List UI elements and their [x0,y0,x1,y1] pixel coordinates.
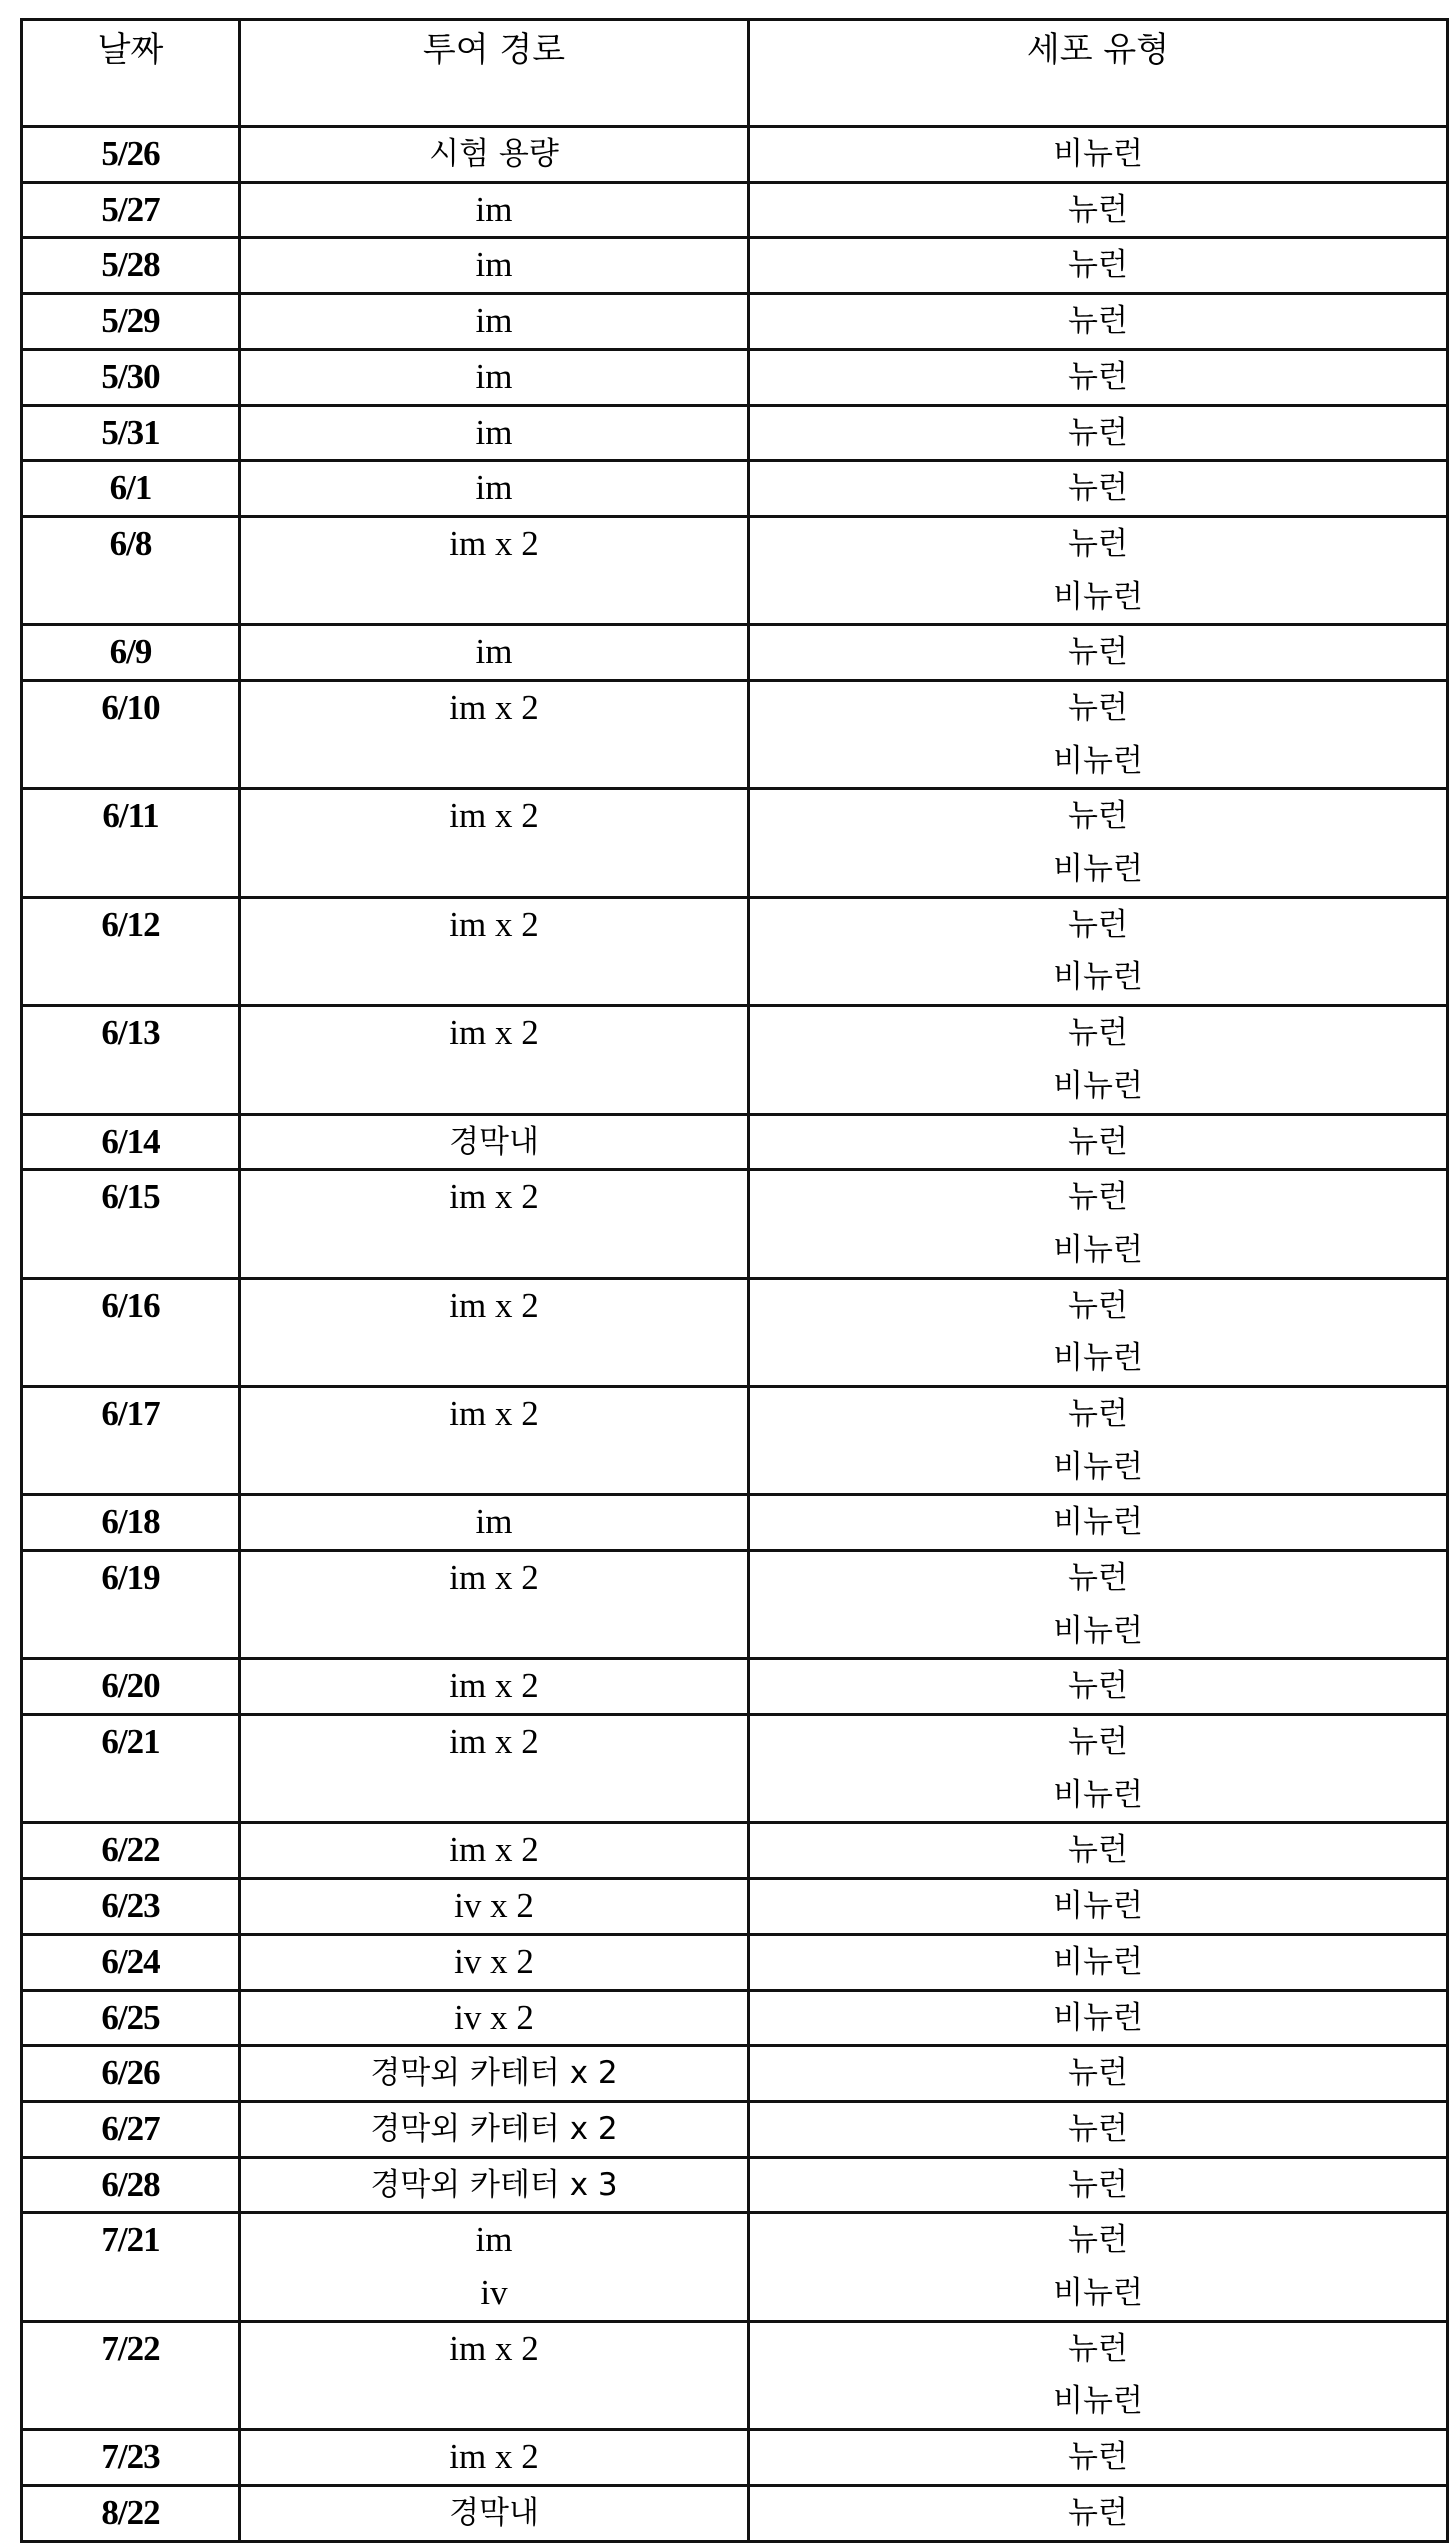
table-row [22,1879,1448,1935]
date-cell: 6/14 [22,1114,240,1170]
table-row [22,1715,1448,1823]
route-cell [240,2213,749,2321]
route-value: im x 2 [241,1660,747,1713]
cell-type-value: 뉴런 [750,2214,1446,2267]
cell-type-cell [749,2485,1448,2541]
route-value: iv [241,2267,747,2320]
cell-type-cell [749,2321,1448,2429]
route-value: im x 2 [241,2323,747,2376]
table-row [22,1495,1448,1551]
cell-type-cell [749,516,1448,624]
route-cell [240,2430,749,2486]
cell-type-value: 비뉴런 [750,1060,1446,1113]
header-date: 날짜 [22,20,240,127]
date-cell: 6/8 [22,516,240,624]
cell-type-cell [749,349,1448,405]
date-cell: 6/21 [22,1715,240,1823]
date-cell: 6/16 [22,1278,240,1386]
date-cell: 6/9 [22,625,240,681]
route-cell [240,516,749,624]
cell-type-value: 비뉴런 [750,1441,1446,1494]
route-value: im [241,1496,747,1549]
date-cell: 7/23 [22,2430,240,2486]
route-value: im [241,2214,747,2267]
table-row [22,897,1448,1005]
table-row [22,625,1448,681]
date-cell: 6/15 [22,1170,240,1278]
table-row [22,182,1448,238]
date-cell: 6/26 [22,2046,240,2102]
table-row [22,1114,1448,1170]
header-cell-type: 세포 유형 [749,20,1448,127]
route-cell [240,349,749,405]
date-cell: 6/11 [22,789,240,897]
cell-type-cell [749,2102,1448,2158]
cell-type-cell [749,1934,1448,1990]
route-cell [240,1006,749,1114]
cell-type-value: 뉴런 [750,1007,1446,1060]
cell-type-value: 뉴런 [750,2103,1446,2156]
cell-type-value: 뉴런 [750,1388,1446,1441]
date-cell: 6/27 [22,2102,240,2158]
route-cell [240,1551,749,1659]
cell-type-value: 비뉴런 [750,2267,1446,2320]
table-row [22,2157,1448,2213]
date-cell: 5/30 [22,349,240,405]
cell-type-cell [749,127,1448,183]
date-cell: 6/28 [22,2157,240,2213]
date-cell: 6/1 [22,461,240,517]
date-cell: 6/19 [22,1551,240,1659]
cell-type-value: 뉴런 [750,351,1446,404]
route-value: im x 2 [241,2431,747,2484]
route-value: 경막외 카테터 x 2 [241,2103,747,2156]
cell-type-cell [749,1715,1448,1823]
cell-type-cell [749,1170,1448,1278]
cell-type-cell [749,625,1448,681]
route-value: im [241,184,747,237]
table-row [22,681,1448,789]
route-cell [240,789,749,897]
date-cell: 6/18 [22,1495,240,1551]
route-cell [240,294,749,350]
date-cell: 6/12 [22,897,240,1005]
table-row [22,461,1448,517]
cell-type-cell [749,1386,1448,1494]
cell-type-value: 뉴런 [750,626,1446,679]
cell-type-cell [749,1879,1448,1935]
cell-type-cell [749,238,1448,294]
route-cell [240,127,749,183]
table-row [22,2213,1448,2321]
route-cell [240,238,749,294]
route-cell [240,1823,749,1879]
cell-type-value: 뉴런 [750,2159,1446,2212]
cell-type-cell [749,2157,1448,2213]
table-row [22,1823,1448,1879]
cell-type-value: 비뉴런 [750,1224,1446,1277]
date-cell: 7/21 [22,2213,240,2321]
cell-type-value: 뉴런 [750,1716,1446,1769]
route-value: im [241,626,747,679]
route-cell [240,625,749,681]
table-row [22,1278,1448,1386]
route-value: iv x 2 [241,1880,747,1933]
route-value: im x 2 [241,682,747,735]
cell-type-cell [749,461,1448,517]
route-value: im x 2 [241,1552,747,1605]
header-route: 투여 경로 [240,20,749,127]
cell-type-value: 비뉴런 [750,843,1446,896]
date-cell: 6/24 [22,1934,240,1990]
cell-type-value: 비뉴런 [750,571,1446,624]
cell-type-value: 뉴런 [750,2431,1446,2484]
table-row [22,294,1448,350]
route-cell [240,461,749,517]
date-cell: 6/10 [22,681,240,789]
cell-type-value: 뉴런 [750,1552,1446,1605]
table-row [22,1659,1448,1715]
cell-type-cell [749,2046,1448,2102]
route-cell [240,1495,749,1551]
route-cell [240,1934,749,1990]
route-value: iv x 2 [241,1936,747,1989]
route-cell [240,1278,749,1386]
route-value: 경막내 [241,2487,747,2540]
cell-type-cell [749,2213,1448,2321]
cell-type-value: 뉴런 [750,462,1446,515]
cell-type-value: 뉴런 [750,1824,1446,1877]
route-cell [240,2046,749,2102]
date-cell: 8/22 [22,2485,240,2541]
date-cell: 7/22 [22,2321,240,2429]
cell-type-value: 뉴런 [750,239,1446,292]
table-row [22,516,1448,624]
route-value: im x 2 [241,899,747,952]
route-value: im [241,407,747,460]
cell-type-cell [749,294,1448,350]
route-value: im [241,351,747,404]
route-cell [240,1114,749,1170]
cell-type-cell [749,1495,1448,1551]
route-value: iv x 2 [241,1992,747,2045]
cell-type-cell [749,1990,1448,2046]
cell-type-value: 뉴런 [750,790,1446,843]
table-row [22,1551,1448,1659]
date-cell: 5/29 [22,294,240,350]
date-cell: 6/20 [22,1659,240,1715]
route-cell [240,2321,749,2429]
date-cell: 6/13 [22,1006,240,1114]
date-cell: 6/23 [22,1879,240,1935]
date-cell: 6/25 [22,1990,240,2046]
cell-type-cell [749,1823,1448,1879]
header-row [22,20,1448,127]
date-cell: 5/28 [22,238,240,294]
cell-type-value: 비뉴런 [750,1769,1446,1822]
route-value: im [241,295,747,348]
route-cell [240,1990,749,2046]
route-cell [240,1659,749,1715]
route-cell [240,182,749,238]
route-cell [240,405,749,461]
route-value: im [241,239,747,292]
table-row [22,1934,1448,1990]
cell-type-cell [749,1006,1448,1114]
route-value: im x 2 [241,1280,747,1333]
date-cell: 5/26 [22,127,240,183]
table-row [22,1170,1448,1278]
cell-type-cell [749,1114,1448,1170]
table-body [22,127,1448,2542]
cell-type-value: 비뉴런 [750,1992,1446,2045]
route-value: im x 2 [241,1824,747,1877]
route-value: im x 2 [241,1388,747,1441]
cell-type-value: 뉴런 [750,1116,1446,1169]
table-row [22,2321,1448,2429]
route-cell [240,1170,749,1278]
date-cell: 5/27 [22,182,240,238]
table-row [22,789,1448,897]
cell-type-cell [749,681,1448,789]
cell-type-value: 뉴런 [750,682,1446,735]
cell-type-value: 뉴런 [750,407,1446,460]
table-row [22,1386,1448,1494]
cell-type-cell [749,897,1448,1005]
date-cell: 6/17 [22,1386,240,1494]
cell-type-value: 뉴런 [750,1171,1446,1224]
cell-type-value: 뉴런 [750,2487,1446,2540]
cell-type-value: 뉴런 [750,2323,1446,2376]
cell-type-value: 비뉴런 [750,1496,1446,1549]
table-row [22,2046,1448,2102]
route-value: im x 2 [241,1716,747,1769]
table-row [22,1990,1448,2046]
cell-type-value: 뉴런 [750,1660,1446,1713]
administration-table [20,18,1449,2543]
route-cell [240,1715,749,1823]
cell-type-value: 뉴런 [750,1280,1446,1333]
cell-type-value: 뉴런 [750,2047,1446,2100]
cell-type-cell [749,1278,1448,1386]
cell-type-value: 뉴런 [750,184,1446,237]
table-row [22,2102,1448,2158]
table-row [22,238,1448,294]
route-cell [240,1879,749,1935]
cell-type-value: 비뉴런 [750,1605,1446,1658]
cell-type-value: 비뉴런 [750,1332,1446,1385]
table-row [22,1006,1448,1114]
cell-type-cell [749,2430,1448,2486]
cell-type-value: 비뉴런 [750,128,1446,181]
table-row [22,127,1448,183]
date-cell: 6/22 [22,1823,240,1879]
route-value: im x 2 [241,1171,747,1224]
route-value: 경막외 카테터 x 3 [241,2159,747,2212]
route-cell [240,897,749,1005]
route-value: im [241,462,747,515]
cell-type-cell [749,405,1448,461]
cell-type-value: 비뉴런 [750,1880,1446,1933]
cell-type-value: 비뉴런 [750,735,1446,788]
route-cell [240,1386,749,1494]
route-cell [240,2485,749,2541]
table-row [22,2430,1448,2486]
route-value: im x 2 [241,790,747,843]
route-value: im x 2 [241,518,747,571]
cell-type-value: 뉴런 [750,518,1446,571]
route-value: 경막외 카테터 x 2 [241,2047,747,2100]
date-cell: 5/31 [22,405,240,461]
route-value: 경막내 [241,1116,747,1169]
cell-type-value: 뉴런 [750,295,1446,348]
table-row [22,349,1448,405]
cell-type-cell [749,182,1448,238]
route-cell [240,681,749,789]
cell-type-cell [749,789,1448,897]
cell-type-cell [749,1659,1448,1715]
route-value: 시험 용량 [241,128,747,181]
cell-type-value: 뉴런 [750,899,1446,952]
route-cell [240,2157,749,2213]
cell-type-value: 비뉴런 [750,951,1446,1004]
table-row [22,2485,1448,2541]
route-value: im x 2 [241,1007,747,1060]
cell-type-value: 비뉴런 [750,1936,1446,1989]
route-cell [240,2102,749,2158]
cell-type-value: 비뉴런 [750,2375,1446,2428]
table-row [22,405,1448,461]
cell-type-cell [749,1551,1448,1659]
